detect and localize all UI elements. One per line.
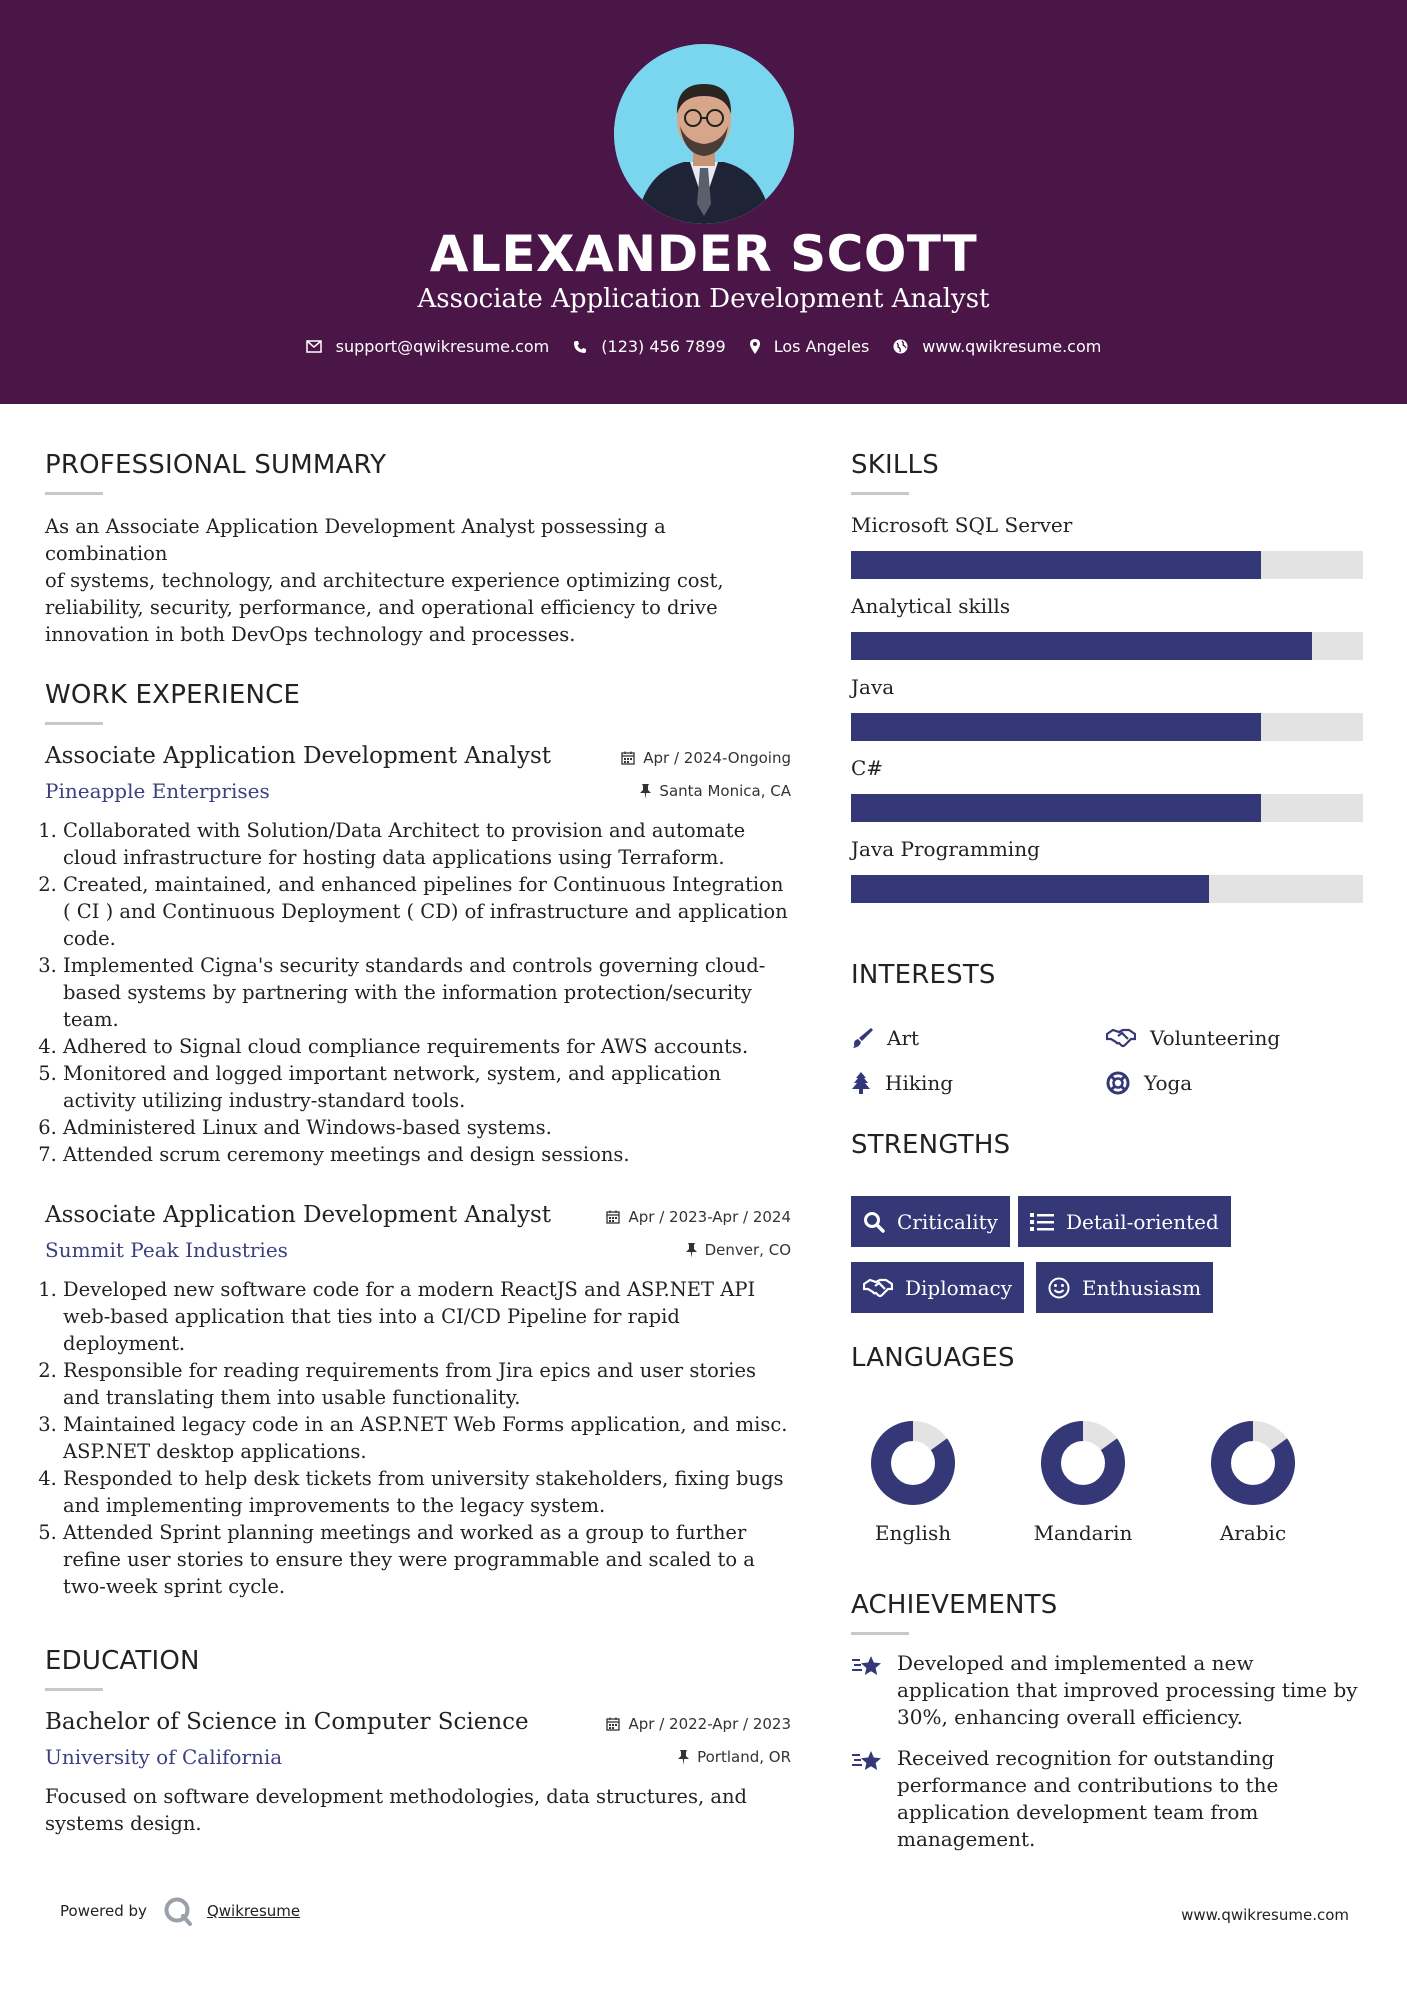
section-divider xyxy=(45,1688,103,1691)
skill-item xyxy=(851,675,1363,741)
duty-item: 4. Adhered to Signal cloud compliance requirements for AWS accounts. xyxy=(63,1033,791,1060)
job-title: Associate Application Development Analyst xyxy=(45,743,552,769)
duties-list xyxy=(45,1276,791,1600)
job-entry xyxy=(45,1202,791,1600)
duty-item: 3. Implemented Cigna's security standards and controls governing cloud-based systems by partnering with the information protection/security team. xyxy=(63,952,791,1033)
section-divider xyxy=(851,492,909,495)
education-date xyxy=(606,1715,791,1733)
job-date-text: Apr / 2023-Apr / 2024 xyxy=(628,1208,791,1226)
smile-icon xyxy=(1048,1277,1070,1299)
powered-by-text: Powered by xyxy=(60,1902,147,1920)
map-pin-icon xyxy=(750,339,760,354)
education-date-text: Apr / 2022-Apr / 2023 xyxy=(628,1715,791,1733)
duty-item: 2. Responsible for reading requirements from Jira epics and user stories and translating them into usable functionality. xyxy=(63,1357,791,1411)
job-location-text: Denver, CO xyxy=(704,1241,791,1259)
section-divider xyxy=(45,492,103,495)
language-donut xyxy=(1039,1419,1127,1507)
pushpin-icon xyxy=(678,1750,689,1765)
qwikresume-link[interactable]: Qwikresume xyxy=(206,1902,301,1920)
contact-phone[interactable] xyxy=(573,337,725,356)
achievement-item xyxy=(851,1650,1363,1731)
education-section xyxy=(45,1646,791,1837)
job-company: Summit Peak Industries xyxy=(45,1238,288,1262)
interests-heading: INTERESTS xyxy=(851,960,996,990)
interest-item xyxy=(851,1026,919,1050)
list-icon xyxy=(1030,1212,1054,1232)
duty-item: 1. Collaborated with Solution/Data Architect to provision and automate cloud infrastructure for hosting data applications using Terraform. xyxy=(63,817,791,871)
skill-name: Java Programming xyxy=(851,837,1040,861)
languages-section xyxy=(851,1343,1363,1545)
calendar-icon xyxy=(606,1717,620,1731)
duty-item: 6. Administered Linux and Windows-based systems. xyxy=(63,1114,791,1141)
achievement-text: Developed and implemented a new application that improved processing time by 30%, enhancing overall efficiency. xyxy=(897,1651,1358,1729)
summary-line: of systems, technology, and architecture experience optimizing cost, xyxy=(45,569,724,592)
strength-badge xyxy=(851,1262,1024,1313)
summary-line: reliability, security, performance, and operational efficiency to drive xyxy=(45,596,718,619)
skill-name: Java xyxy=(851,675,895,699)
job-date xyxy=(606,1208,791,1226)
contact-location xyxy=(750,337,870,356)
job-company: Pineapple Enterprises xyxy=(45,779,270,803)
summary-section xyxy=(45,450,791,648)
right-column xyxy=(851,450,1363,1851)
strength-badge xyxy=(851,1196,1010,1247)
summary-line: innovation in both DevOps technology and processes. xyxy=(45,623,576,646)
strength-badge xyxy=(1018,1196,1231,1247)
strength-label: Criticality xyxy=(897,1209,998,1234)
strength-label: Diplomacy xyxy=(905,1275,1013,1300)
envelope-icon xyxy=(306,340,322,353)
education-description: Focused on software development methodologies, data structures, and systems design. xyxy=(45,1785,748,1835)
duty-item: 7. Attended scrum ceremony meetings and design sessions. xyxy=(63,1141,791,1168)
job-location xyxy=(686,1241,791,1259)
education-entry xyxy=(45,1709,791,1837)
footer-website[interactable]: www.qwikresume.com xyxy=(1181,1906,1349,1924)
contact-website[interactable] xyxy=(893,337,1101,356)
interest-label: Art xyxy=(887,1026,920,1050)
duty-item: 3. Maintained legacy code in an ASP.NET Web Forms application, and misc. ASP.NET desktop applications. xyxy=(63,1411,791,1465)
interest-label: Yoga xyxy=(1144,1071,1193,1095)
footer-branding xyxy=(60,1896,300,1926)
contact-email[interactable] xyxy=(306,337,550,356)
interest-label: Hiking xyxy=(885,1071,954,1095)
degree-title: Bachelor of Science in Computer Science xyxy=(45,1709,529,1735)
duty-item: 5. Attended Sprint planning meetings and worked as a group to further refine user stories to ensure they were programmable and scaled to a two-week sprint cycle. xyxy=(63,1519,791,1600)
candidate-name: ALEXANDER SCOTT xyxy=(429,225,978,283)
qwikresume-logo-icon xyxy=(163,1896,193,1926)
achievements-heading: ACHIEVEMENTS xyxy=(851,1590,1058,1620)
school-name: University of California xyxy=(45,1745,283,1769)
skills-heading: SKILLS xyxy=(851,450,939,480)
experience-section xyxy=(45,680,791,1600)
section-divider xyxy=(851,1632,909,1635)
skill-bar-fill xyxy=(851,551,1261,579)
skills-section xyxy=(851,450,1363,903)
paintbrush-icon xyxy=(851,1027,873,1049)
interest-label: Volunteering xyxy=(1150,1026,1281,1050)
contact-email-text: support@qwikresume.com xyxy=(335,337,550,356)
languages-heading: LANGUAGES xyxy=(851,1343,1015,1373)
achievement-text: Received recognition for outstanding performance and contributions to the application development team from management. xyxy=(897,1746,1279,1851)
skill-item xyxy=(851,837,1363,903)
strength-label: Detail-oriented xyxy=(1066,1209,1219,1234)
education-location-text: Portland, OR xyxy=(697,1748,791,1766)
language-donut xyxy=(1209,1419,1297,1507)
section-divider xyxy=(45,722,103,725)
job-entry xyxy=(45,743,791,1168)
tree-icon xyxy=(851,1072,871,1094)
summary-heading: PROFESSIONAL SUMMARY xyxy=(45,450,387,480)
job-date xyxy=(621,749,791,767)
skill-bar xyxy=(851,632,1363,660)
interests-section xyxy=(851,960,1363,1095)
contact-phone-text: (123) 456 7899 xyxy=(601,337,726,356)
achievements-section xyxy=(851,1590,1363,1851)
skill-item xyxy=(851,594,1363,660)
achievement-item xyxy=(851,1745,1363,1853)
experience-heading: WORK EXPERIENCE xyxy=(45,680,301,710)
interest-item xyxy=(1106,1026,1280,1050)
job-date-text: Apr / 2024-Ongoing xyxy=(643,749,791,767)
search-icon xyxy=(863,1211,885,1233)
skill-name: C# xyxy=(851,756,884,780)
skill-bar-fill xyxy=(851,632,1312,660)
skill-name: Microsoft SQL Server xyxy=(851,513,1073,537)
education-heading: EDUCATION xyxy=(45,1646,200,1676)
left-column xyxy=(45,450,791,1837)
skill-item xyxy=(851,513,1363,579)
skill-bar xyxy=(851,794,1363,822)
language-name: English xyxy=(874,1521,952,1545)
language-name: Mandarin xyxy=(1033,1521,1133,1545)
skill-bar-fill xyxy=(851,794,1261,822)
globe-icon xyxy=(893,339,908,354)
avatar xyxy=(614,44,794,224)
duty-item: 5. Monitored and logged important network, system, and application activity utilizing industry-standard tools. xyxy=(63,1060,791,1114)
skill-name: Analytical skills xyxy=(851,594,1011,618)
duty-item: 1. Developed new software code for a modern ReactJS and ASP.NET API web-based application that ties into a CI/CD Pipeline for rapid deployment. xyxy=(63,1276,791,1357)
summary-line: As an Associate Application Development Analyst possessing a combination xyxy=(45,515,666,565)
candidate-title: Associate Application Development Analyst xyxy=(417,284,990,314)
contact-location-text: Los Angeles xyxy=(773,337,870,356)
interest-item xyxy=(1106,1071,1192,1095)
skill-bar-fill xyxy=(851,875,1209,903)
duty-item: 2. Created, maintained, and enhanced pipelines for Continuous Integration ( CI ) and Continuous Deployment ( CD) of infrastructure and application code. xyxy=(63,871,791,952)
handshake-icon xyxy=(1106,1028,1136,1048)
interest-item xyxy=(851,1071,953,1095)
handshake-icon xyxy=(863,1278,893,1298)
duties-list xyxy=(45,817,791,1168)
summary-text xyxy=(45,513,791,648)
contact-website-text: www.qwikresume.com xyxy=(922,337,1102,356)
pushpin-icon xyxy=(686,1243,697,1258)
job-location-text: Santa Monica, CA xyxy=(659,782,791,800)
skill-bar-fill xyxy=(851,713,1261,741)
job-title: Associate Application Development Analyst xyxy=(45,1202,552,1228)
pushpin-icon xyxy=(640,784,651,799)
strengths-heading: STRENGTHS xyxy=(851,1130,1011,1160)
strength-badge xyxy=(1036,1262,1213,1313)
strengths-section xyxy=(851,1130,1363,1300)
skill-item xyxy=(851,756,1363,822)
language-name: Arabic xyxy=(1219,1521,1287,1545)
calendar-icon xyxy=(621,751,635,765)
skill-bar xyxy=(851,713,1363,741)
skill-bar xyxy=(851,875,1363,903)
resume-header xyxy=(0,0,1407,404)
shooting-star-icon xyxy=(851,1654,883,1678)
job-location xyxy=(640,782,791,800)
language-donut xyxy=(869,1419,957,1507)
skill-bar xyxy=(851,551,1363,579)
lifering-icon xyxy=(1106,1071,1130,1095)
calendar-icon xyxy=(606,1210,620,1224)
phone-icon xyxy=(573,340,587,354)
shooting-star-icon xyxy=(851,1749,883,1773)
contact-bar xyxy=(0,337,1407,356)
strength-label: Enthusiasm xyxy=(1082,1275,1202,1300)
education-location xyxy=(678,1748,791,1766)
duty-item: 4. Responded to help desk tickets from university stakeholders, fixing bugs and implementing improvements to the legacy system. xyxy=(63,1465,791,1519)
